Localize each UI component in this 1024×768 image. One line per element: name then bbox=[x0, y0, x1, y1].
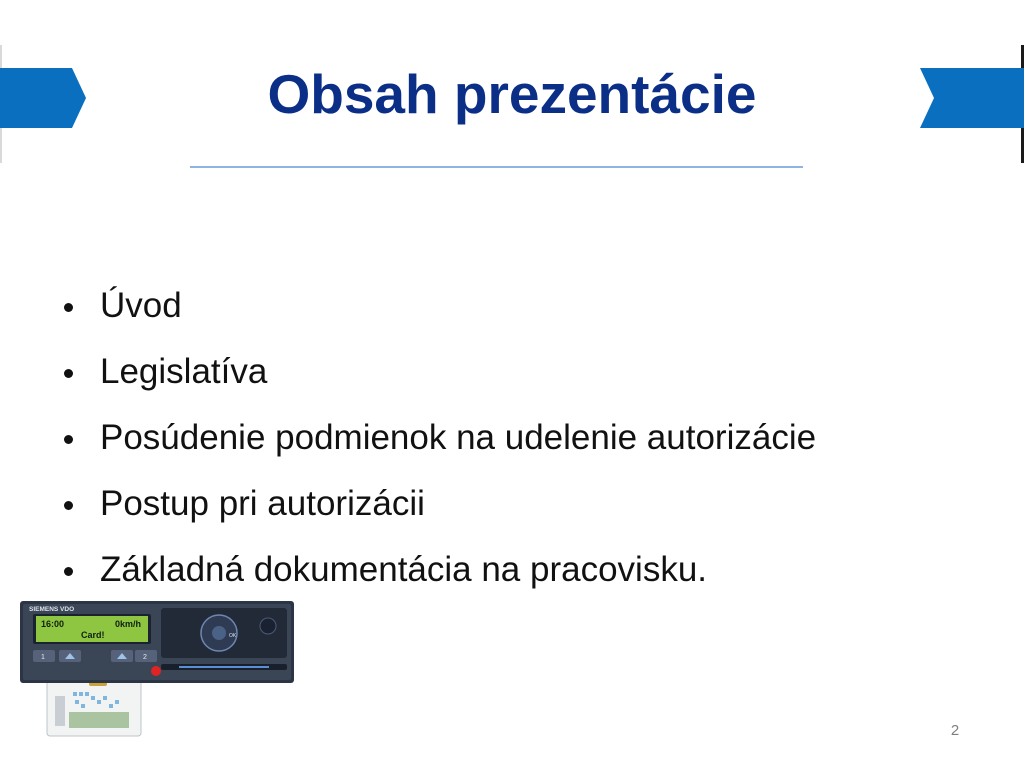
bullet-text: Legislatíva bbox=[100, 352, 268, 391]
brand-label: SIEMENS VDO bbox=[29, 606, 75, 613]
ok-label: OK bbox=[229, 633, 237, 639]
bullet-text: Úvod bbox=[100, 286, 182, 325]
display-speed: 0km/h bbox=[115, 619, 142, 629]
bullet-list bbox=[60, 276, 816, 606]
slide-title: Obsah prezentácie bbox=[267, 63, 757, 125]
page-number: 2 bbox=[950, 722, 960, 739]
bullet-text: Posúdenie podmienok na udelenie autorizácie bbox=[100, 418, 817, 457]
tachograph-illustration bbox=[19, 600, 297, 740]
button-2-label: 2 bbox=[143, 654, 147, 661]
display-message: Card! bbox=[81, 630, 105, 640]
bullet-text: Základná dokumentácia na pracovisku. bbox=[100, 550, 708, 589]
button-1-label: 1 bbox=[41, 654, 45, 661]
bullet-dot-icon bbox=[64, 435, 73, 444]
bullet-dot-icon bbox=[64, 567, 73, 576]
bullet-text: Postup pri autorizácii bbox=[100, 484, 425, 523]
display-time: 16:00 bbox=[41, 619, 65, 629]
bullet-item bbox=[60, 342, 816, 408]
bullet-item bbox=[60, 408, 816, 474]
bullet-dot-icon bbox=[64, 369, 73, 378]
bullet-item bbox=[60, 276, 816, 342]
bullet-item bbox=[60, 474, 816, 540]
title-underline bbox=[190, 166, 803, 168]
bullet-item bbox=[60, 540, 816, 606]
bullet-dot-icon bbox=[64, 501, 73, 510]
bullet-dot-icon bbox=[64, 303, 73, 312]
